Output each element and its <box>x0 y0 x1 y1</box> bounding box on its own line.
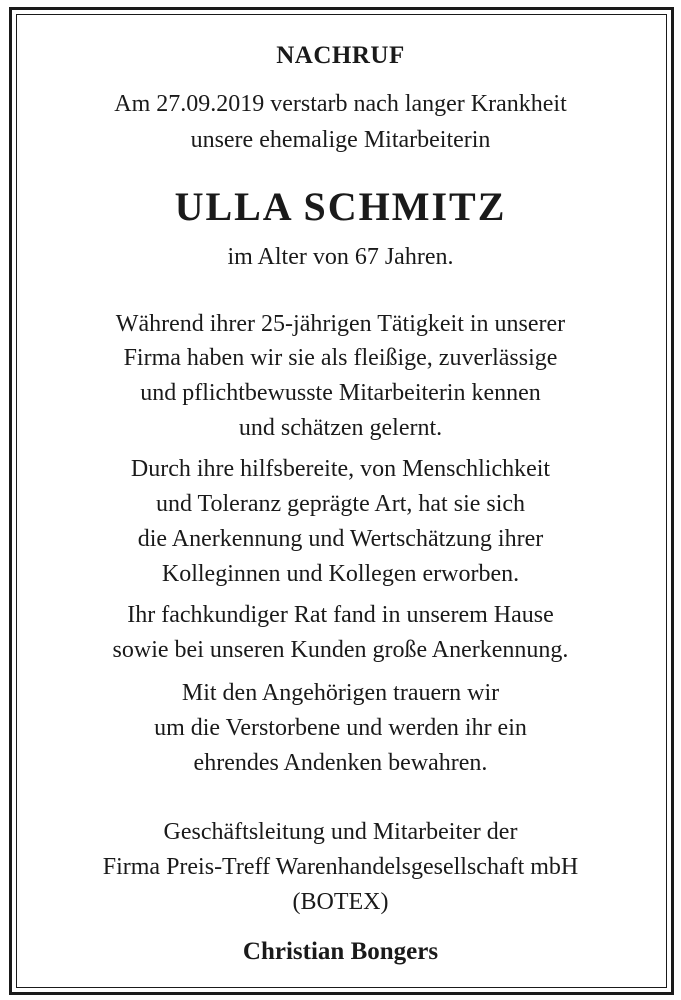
paragraph4-line-2: um die Verstorbene und werden ihr ein <box>154 715 527 741</box>
paragraph1-line-2: Firma haben wir sie als fleißige, zuverlässige <box>123 345 558 371</box>
paragraph2-line-2: und Toleranz geprägte Art, hat sie sich <box>155 491 526 517</box>
intro-line-1: Am 27.09.2019 verstarb nach langer Krankheit <box>114 91 567 117</box>
paragraph4-line-3: ehrendes Andenken bewahren. <box>193 750 488 776</box>
paragraph2-line-4: Kolleginnen und Kollegen erworben. <box>161 561 520 587</box>
age-line: im Alter von 67 Jahren. <box>227 244 454 270</box>
paragraph3-line-1: Ihr fachkundiger Rat fand in unserem Hause <box>127 602 554 628</box>
paragraph4-line-1: Mit den Angehörigen trauern wir <box>181 680 500 706</box>
signer-name: Christian Bongers <box>242 938 439 965</box>
paragraph3-line-2: sowie bei unseren Kunden große Anerkennung. <box>112 637 569 663</box>
notice-heading: NACHRUF <box>276 42 405 69</box>
paragraph1-line-4: und schätzen gelernt. <box>238 415 443 441</box>
paragraph2-line-3: die Anerkennung und Wertschätzung ihrer <box>137 526 544 552</box>
signature-line-3: (BOTEX) <box>292 889 389 915</box>
paragraph1-line-1: Während ihrer 25-jährigen Tätigkeit in unserer <box>115 311 566 337</box>
deceased-name: ULLA SCHMITZ <box>174 184 507 229</box>
paragraph1-line-3: und pflichtbewusste Mitarbeiterin kennen <box>140 380 541 406</box>
signature-line-2: Firma Preis-Treff Warenhandelsgesellschaft mbH <box>102 854 579 880</box>
intro-line-2: unsere ehemalige Mitarbeiterin <box>190 127 491 153</box>
signature-line-1: Geschäftsleitung und Mitarbeiter der <box>163 819 518 845</box>
paragraph2-line-1: Durch ihre hilfsbereite, von Menschlichkeit <box>130 456 551 482</box>
